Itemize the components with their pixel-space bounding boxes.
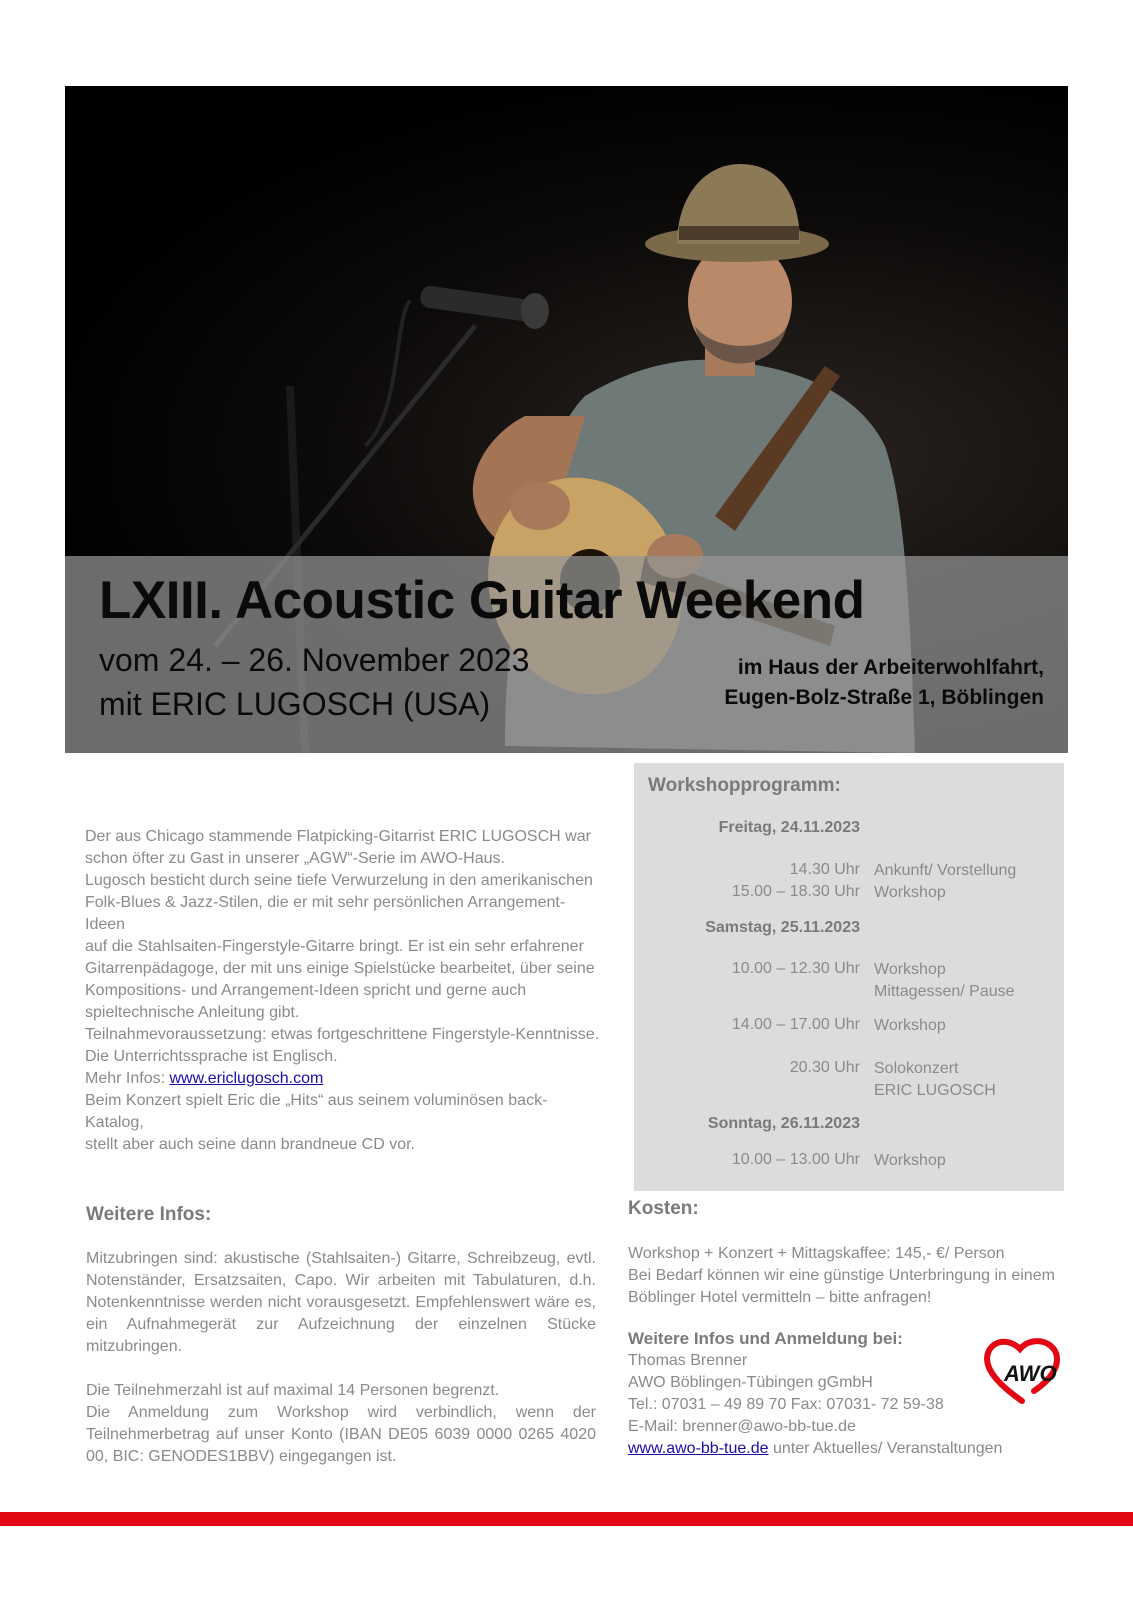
intro-line: Der aus Chicago stammende Flatpicking-Gitarrist ERIC LUGOSCH war xyxy=(85,828,591,845)
program-activity: Solokonzert xyxy=(874,1060,959,1077)
program-time: 10.00 – 13.00 Uhr xyxy=(731,1151,860,1168)
costs-line: Workshop + Konzert + Mittagskaffee: 145,- €/ Person xyxy=(628,1245,1005,1262)
contact-name: Thomas Brenner xyxy=(628,1352,748,1369)
costs-heading: Kosten: xyxy=(628,1198,699,1219)
program-time: 20.30 Uhr xyxy=(789,1059,860,1076)
intro-line: auf die Stahlsaiten-Fingerstyle-Gitarre bringt. Er ist ein sehr erfahrener xyxy=(85,938,584,955)
program-time: 14.30 Uhr xyxy=(789,861,860,878)
program-time: 15.00 – 18.30 Uhr xyxy=(731,883,860,900)
hero-photo xyxy=(65,86,1068,753)
program-activity: ERIC LUGOSCH xyxy=(874,1082,996,1099)
intro-line: spieltechnische Anleitung gibt. xyxy=(85,1004,300,1021)
workshop-program xyxy=(634,763,1064,1191)
program-activity: Mittagessen/ Pause xyxy=(874,983,1015,1000)
costs-line: Böblinger Hotel vermitteln – bitte anfragen! xyxy=(628,1289,932,1306)
venue-line-1: im Haus der Arbeiterwohlfahrt, xyxy=(737,656,1044,679)
program-activity: Workshop xyxy=(874,884,946,901)
intro-line: Gitarrenpädagoge, der mit uns einige Spielstücke bearbeitet, über seine xyxy=(85,960,595,977)
contact-website-line xyxy=(628,1438,1048,1460)
more-info-label: Mehr Infos: xyxy=(85,1070,170,1087)
bring-along-paragraph: Mitzubringen sind: akustische (Stahlsaiten-) Gitarre, Schreibzeug, evtl. Notenständer, Ersatzsaiten, Capo. Wir arbeiten mit Tabulaturen, d.h. Notenkenntnisse werden nicht vorausgesetzt. Empfehlenswert wäre es, ein Aufnahmegerät zur Aufzeichnung der einzelnen Stücke mitzubringen. xyxy=(86,1250,596,1355)
program-day: Freitag, 24.11.2023 xyxy=(718,819,860,836)
program-day: Sonntag, 26.11.2023 xyxy=(707,1115,860,1132)
more-info-line xyxy=(85,1068,605,1090)
intro-line: Lugosch besticht durch seine tiefe Verwurzelung in den amerikanischen xyxy=(85,872,593,889)
contact-phone: Tel.: 07031 – 49 89 70 Fax: 07031- 72 59-38 xyxy=(628,1396,944,1413)
intro-line: Folk-Blues & Jazz-Stilen, die er mit sehr persönlichen Arrangement-Ideen xyxy=(85,894,566,933)
artist-website-link[interactable]: www.ericlugosch.com xyxy=(169,1070,324,1087)
intro-line: Die Unterrichtssprache ist Englisch. xyxy=(85,1048,338,1065)
registration-terms: Die Anmeldung zum Workshop wird verbindlich, wenn der Teilnehmerbetrag auf unser Konto (IBAN DE05 6039 0000 0265 4020 00, BIC: GENODES1BBV) eingegangen ist. xyxy=(86,1404,596,1465)
program-day: Samstag, 25.11.2023 xyxy=(705,919,860,936)
program-time: 14.00 – 17.00 Uhr xyxy=(731,1016,860,1033)
costs-text xyxy=(628,1243,1068,1309)
title-banner xyxy=(65,556,1068,753)
program-activity: Ankunft/ Vorstellung xyxy=(874,862,1017,879)
intro-line: stellt aber auch seine dann brandneue CD vor. xyxy=(85,1136,415,1153)
contact-email: E-Mail: brenner@awo-bb-tue.de xyxy=(628,1418,856,1435)
intro-line: Teilnahmevoraussetzung: etwas fortgeschrittene Fingerstyle-Kenntnisse. xyxy=(85,1026,600,1043)
awo-website-link[interactable]: www.awo-bb-tue.de xyxy=(628,1440,769,1457)
further-info-heading: Weitere Infos: xyxy=(86,1204,212,1225)
intro-text xyxy=(85,826,605,1156)
venue-line-2: Eugen-Bolz-Straße 1, Böblingen xyxy=(724,686,1044,709)
costs-line: Bei Bedarf können wir eine günstige Unterbringung in einem xyxy=(628,1267,1055,1284)
further-info-text xyxy=(86,1248,596,1468)
website-suffix: unter Aktuelles/ Veranstaltungen xyxy=(768,1440,1003,1457)
awo-logo xyxy=(982,1335,1062,1405)
intro-line: schon öfter zu Gast in unserer „AGW“-Serie im AWO-Haus. xyxy=(85,850,505,867)
footer-red-bar xyxy=(0,1512,1133,1526)
program-activity: Workshop xyxy=(874,961,946,978)
intro-line: Beim Konzert spielt Eric die „Hits“ aus seinem voluminösen back-Katalog, xyxy=(85,1092,548,1131)
event-title: LXIII. Acoustic Guitar Weekend xyxy=(99,571,865,630)
program-time: 10.00 – 12.30 Uhr xyxy=(731,960,860,977)
event-artist: mit ERIC LUGOSCH (USA) xyxy=(99,686,491,722)
contact-org: AWO Böblingen-Tübingen gGmbH xyxy=(628,1374,873,1391)
event-dates: vom 24. – 26. November 2023 xyxy=(99,642,530,678)
program-activity: Workshop xyxy=(874,1017,946,1034)
program-activity: Workshop xyxy=(874,1152,946,1169)
awo-logo-text: AWO xyxy=(1004,1361,1057,1386)
contact-heading: Weitere Infos und Anmeldung bei: xyxy=(628,1329,903,1348)
participant-limit: Die Teilnehmerzahl ist auf maximal 14 Personen begrenzt. xyxy=(86,1382,500,1399)
program-heading: Workshopprogramm: xyxy=(648,775,841,796)
intro-line: Kompositions- und Arrangement-Ideen spricht und gerne auch xyxy=(85,982,527,999)
